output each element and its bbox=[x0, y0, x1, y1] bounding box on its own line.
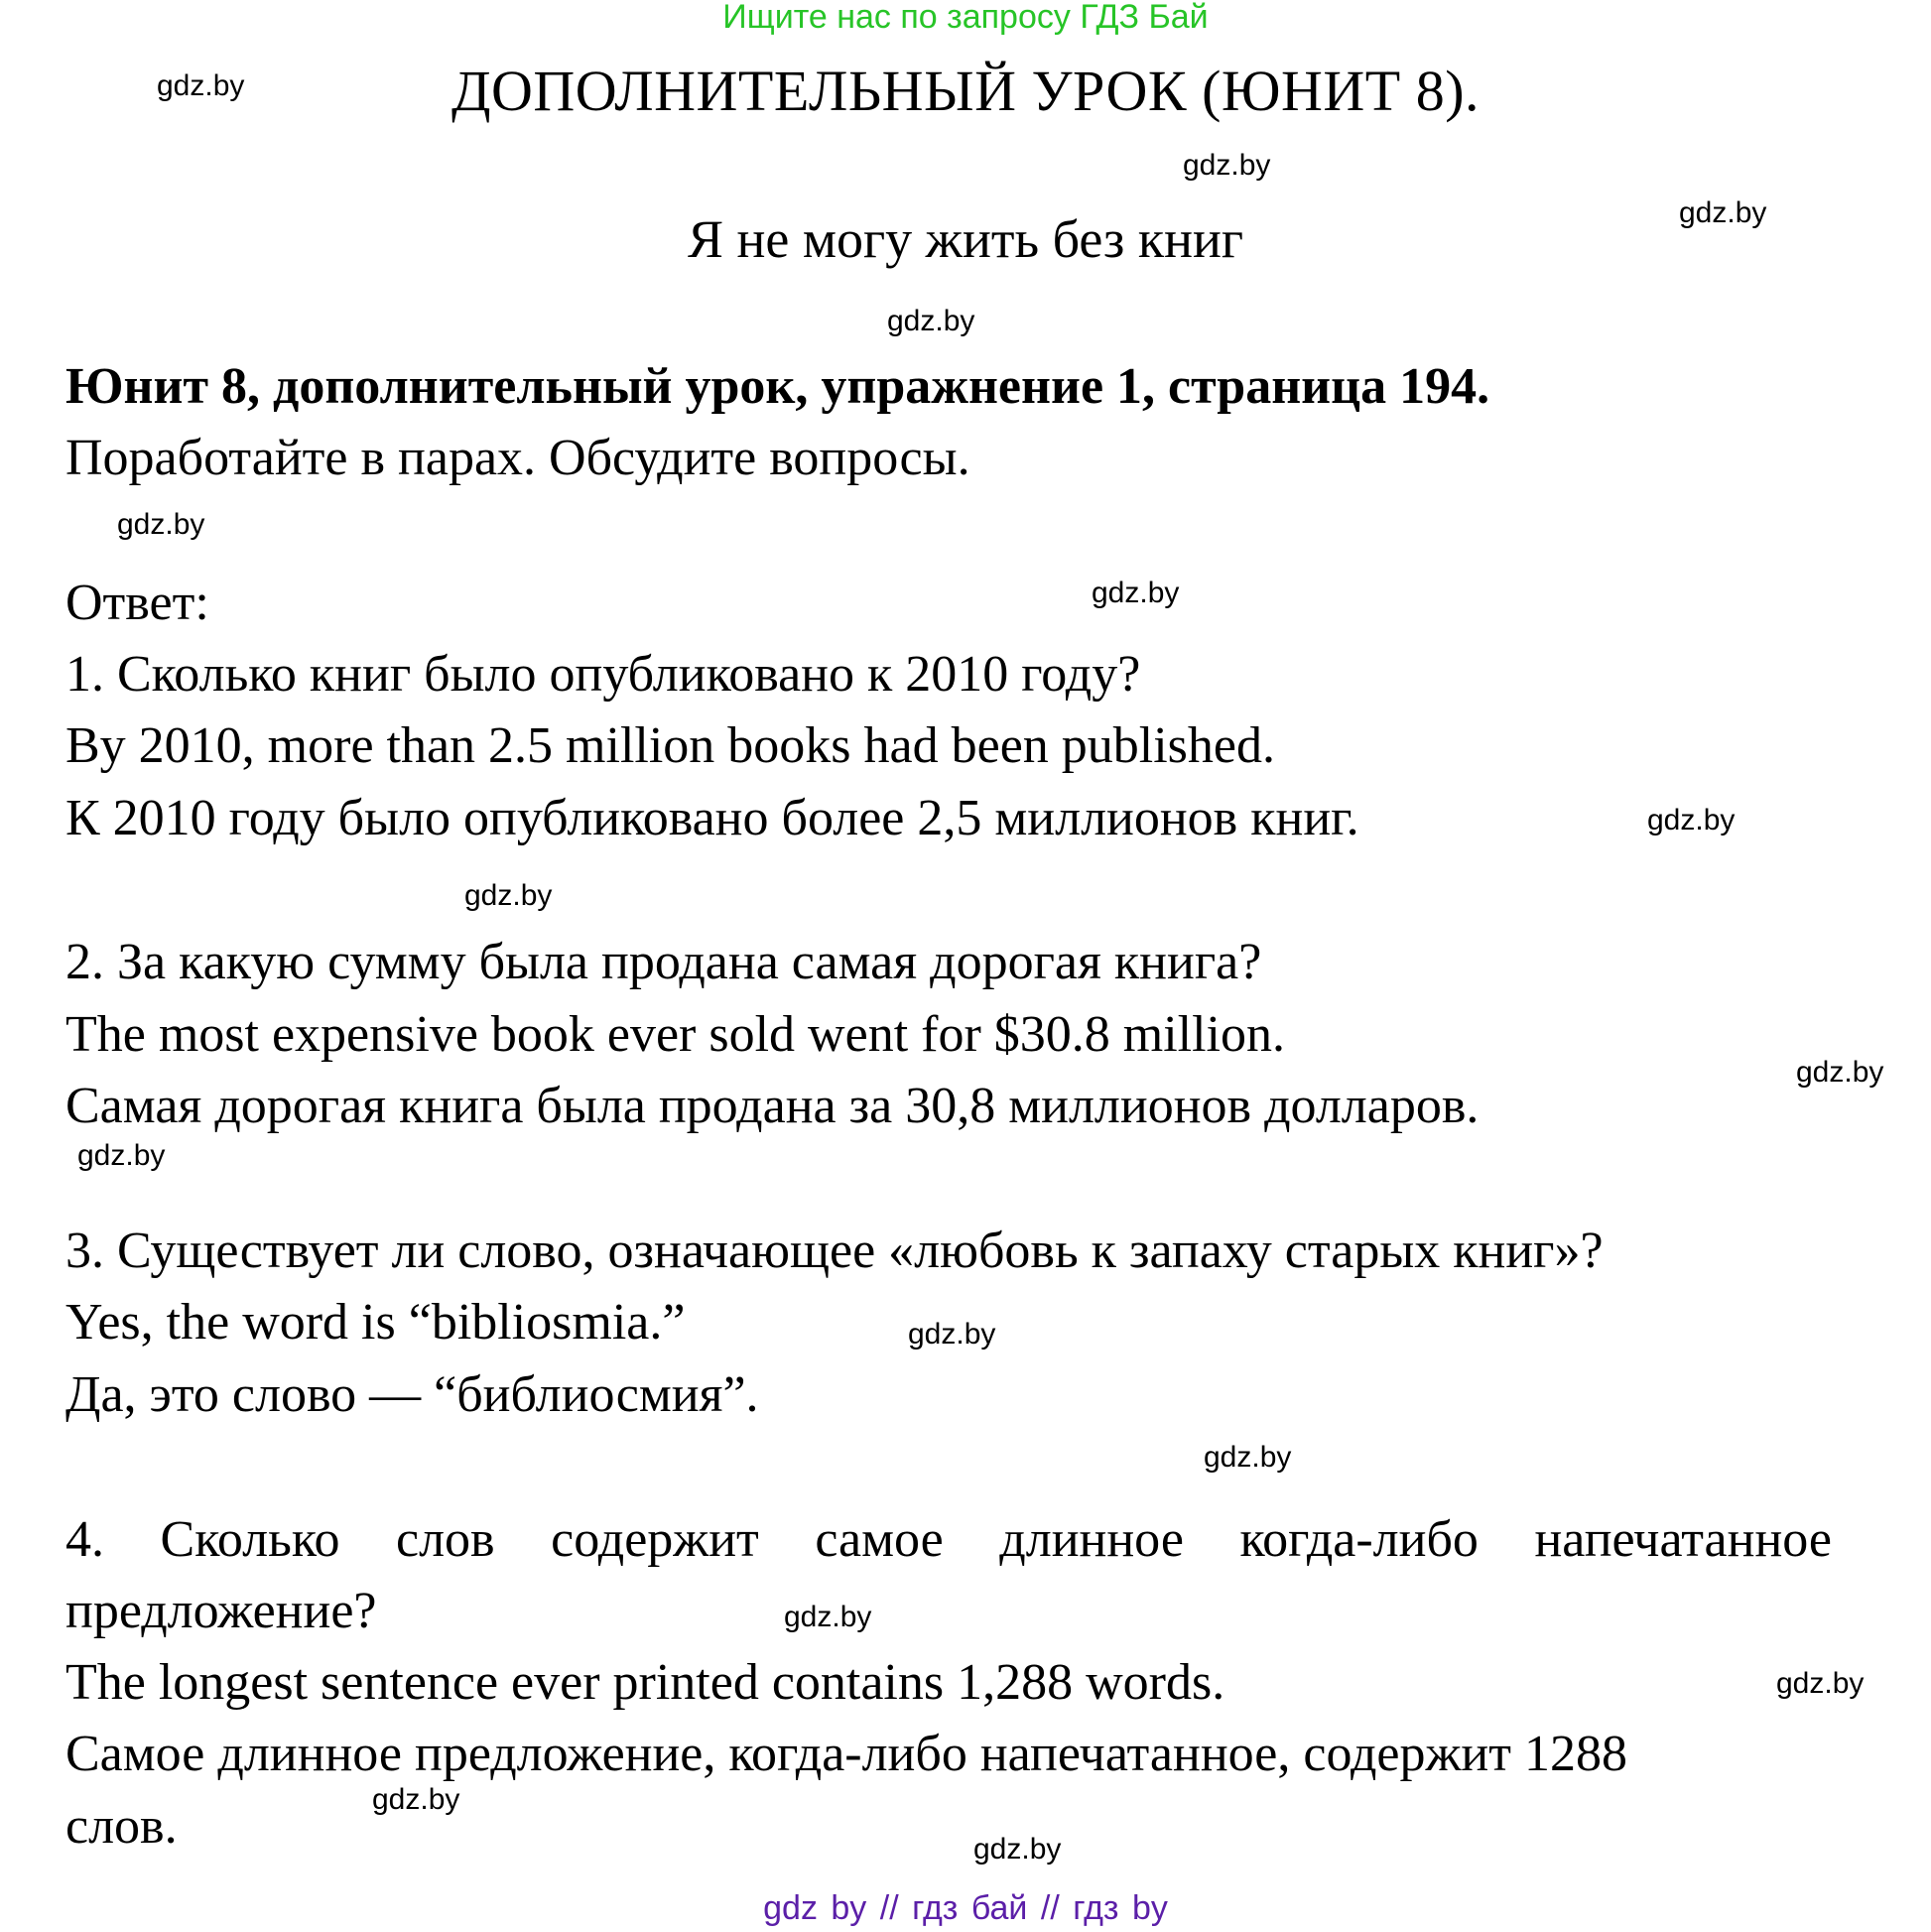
exercise-heading: Юнит 8, дополнительный урок, упражнение 1, страница 194. bbox=[65, 358, 1490, 415]
watermark: gdz.by bbox=[1647, 804, 1736, 837]
watermark: gdz.by bbox=[1679, 196, 1767, 229]
watermark: gdz.by bbox=[1183, 149, 1271, 182]
watermark: gdz.by bbox=[1092, 577, 1180, 609]
answer-2-english: The most expensive book ever sold went for $30.8 million. bbox=[65, 1006, 1286, 1063]
question-4-line-2: предложение? bbox=[65, 1583, 377, 1639]
answer-label: Ответ: bbox=[65, 575, 209, 631]
question-3: 3. Существует ли слово, означающее «любовь к запаху старых книг»? bbox=[65, 1223, 1604, 1279]
answer-1-english: By 2010, more than 2.5 million books had been published. bbox=[65, 717, 1275, 774]
watermark: gdz.by bbox=[372, 1783, 460, 1816]
watermark: gdz.by bbox=[1796, 1056, 1884, 1089]
watermark: gdz.by bbox=[784, 1601, 872, 1633]
watermark: gdz.by bbox=[908, 1318, 996, 1351]
page-title: ДОПОЛНИТЕЛЬНЫЙ УРОК (ЮНИТ 8). bbox=[451, 59, 1480, 123]
watermark: gdz.by bbox=[464, 879, 553, 912]
footer-links: gdz by // гдз бай // гдз by bbox=[763, 1889, 1168, 1927]
question-4-line-1: 4. Сколько слов содержит самое длинное когда-либо напечатанное bbox=[65, 1511, 1832, 1568]
watermark: gdz.by bbox=[887, 305, 975, 337]
answer-4-russian-line-1: Самое длинное предложение, когда-либо напечатанное, содержит 1288 bbox=[65, 1726, 1627, 1782]
answer-2-russian: Самая дорогая книга была продана за 30,8 миллионов долларов. bbox=[65, 1078, 1480, 1134]
watermark: gdz.by bbox=[973, 1833, 1062, 1866]
answer-3-russian: Да, это слово — “библиосмия”. bbox=[65, 1366, 759, 1423]
answer-1-russian: К 2010 году было опубликовано более 2,5 миллионов книг. bbox=[65, 790, 1359, 846]
page-subtitle: Я не могу жить без книг bbox=[687, 209, 1244, 269]
top-banner: Ищите нас по запросу ГДЗ Бай bbox=[722, 0, 1209, 36]
instruction-text: Поработайте в парах. Обсудите вопросы. bbox=[65, 430, 970, 486]
watermark: gdz.by bbox=[1204, 1441, 1292, 1474]
answer-4-russian-line-2: слов. bbox=[65, 1798, 178, 1855]
answer-4-english: The longest sentence ever printed contains 1,288 words. bbox=[65, 1654, 1225, 1711]
answer-3-english: Yes, the word is “bibliosmia.” bbox=[65, 1294, 686, 1351]
question-2: 2. За какую сумму была продана самая дорогая книга? bbox=[65, 934, 1262, 990]
question-1: 1. Сколько книг было опубликовано к 2010 году? bbox=[65, 646, 1141, 703]
watermark: gdz.by bbox=[1776, 1667, 1865, 1700]
watermark: gdz.by bbox=[117, 508, 205, 541]
watermark: gdz.by bbox=[157, 69, 245, 102]
watermark: gdz.by bbox=[77, 1139, 166, 1172]
